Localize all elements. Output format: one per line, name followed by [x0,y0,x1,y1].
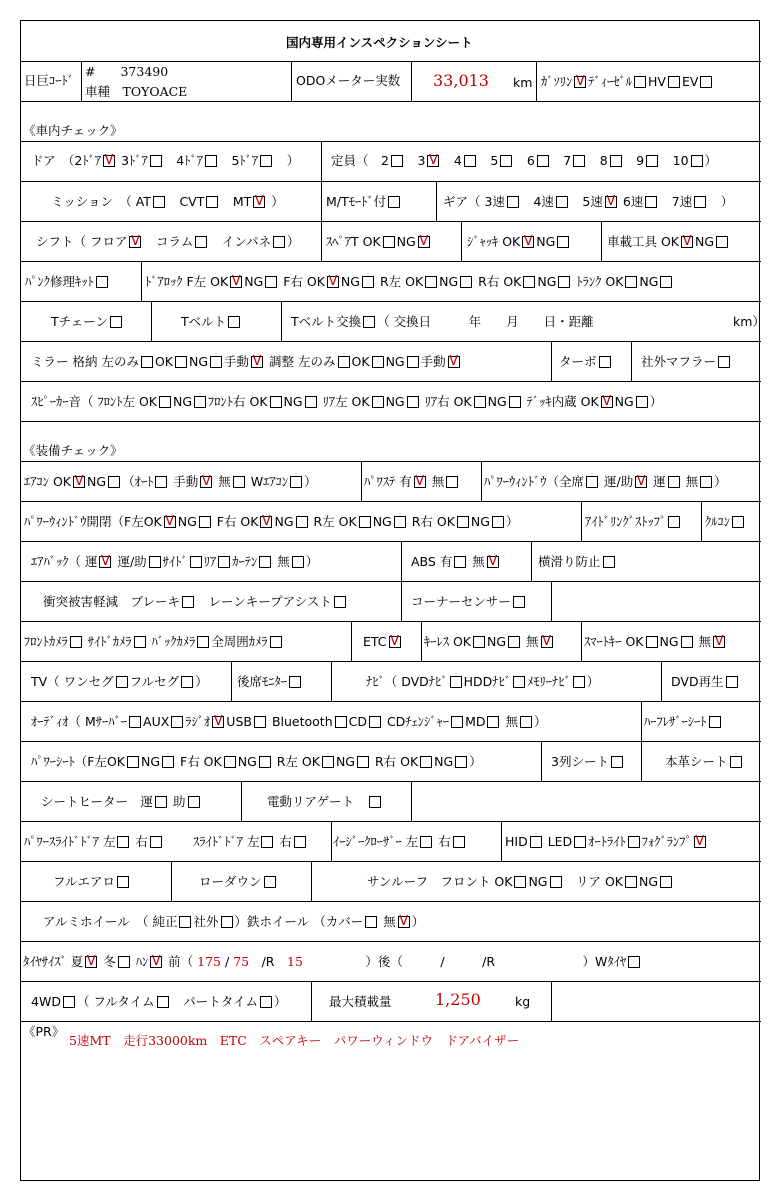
checkbox[interactable] [530,836,542,848]
checkbox[interactable] [700,476,712,488]
checkbox[interactable] [270,636,282,648]
checkbox[interactable] [574,836,586,848]
checkbox-checked[interactable] [251,356,263,368]
checkbox[interactable] [473,636,485,648]
checkbox[interactable] [625,876,637,888]
checkbox[interactable] [420,836,432,848]
checkbox[interactable] [127,756,139,768]
checkbox[interactable] [599,356,611,368]
full-aero: フルエアロ [53,874,131,890]
checkbox-checked[interactable] [212,716,224,728]
checkbox[interactable] [96,276,108,288]
checkbox-checked[interactable] [99,556,111,568]
transmission-options: ミッション （ AT CVT MTV ） [51,194,284,210]
wheels: アルミホイール （ 純正 社外 ）鉄ホイール （カバー 無V ） [43,914,424,930]
checkbox[interactable] [233,476,245,488]
checkbox[interactable] [190,556,202,568]
max-load-value: 1,250 [435,990,481,1009]
checkbox-checked[interactable] [681,236,693,248]
third-row: 3列シート [551,754,625,770]
checkbox[interactable] [660,276,672,288]
abs: ABS 有 無V [411,554,501,570]
checkbox-checked[interactable] [103,155,115,167]
speaker: ｽﾋﾟｰｶｰ音（ ﾌﾛﾝﾄ左 OK NG ﾌﾛﾝﾄ右 OK NG ﾘｱ左 OK NG ﾘｱ右 OK NG ﾃﾞｯｷ内蔵 OKV NG ） [31,394,662,410]
corner-sensor: コーナーセンサー [411,594,527,610]
equipment-section-title: 《装備チェック》 [23,443,123,458]
checkbox[interactable] [290,476,302,488]
checkbox[interactable] [634,76,646,88]
checkbox[interactable] [660,876,672,888]
checkbox[interactable] [254,716,266,728]
checkbox[interactable] [179,916,191,928]
checkbox[interactable] [391,155,403,167]
checkbox[interactable] [636,396,648,408]
checkbox-checked[interactable] [253,196,265,208]
checkbox[interactable] [509,396,521,408]
checkbox[interactable] [199,516,211,528]
checkbox[interactable] [709,716,721,728]
checkbox[interactable] [446,476,458,488]
timing-belt-km: km） [733,314,765,329]
checkbox[interactable] [224,756,236,768]
checkbox[interactable] [365,916,377,928]
checkbox-checked[interactable] [73,476,85,488]
checkbox[interactable] [182,596,194,608]
checkbox[interactable] [221,916,233,928]
interior-section-title: 《車内チェック》 [23,123,123,138]
odo-value: 33,013 [433,71,489,90]
checkbox[interactable] [716,236,728,248]
muffler: 社外マフラー [641,354,732,370]
slide-door: ｽﾗｲﾄﾞﾄﾞｱ 左 右 [193,834,308,850]
checkbox[interactable] [195,236,207,248]
checkbox-checked[interactable] [713,636,725,648]
checkbox[interactable] [116,676,128,688]
checkbox[interactable] [668,516,680,528]
checkbox[interactable] [117,836,129,848]
checkbox-checked[interactable] [448,356,460,368]
lowdown: ローダウン [199,874,278,890]
collision-mitigation: 衝突被害軽減 ブレーキ レーンキープアシスト [43,594,348,610]
checkbox[interactable] [407,396,419,408]
checkbox[interactable] [603,556,615,568]
checkbox[interactable] [265,276,277,288]
checkbox[interactable] [691,155,703,167]
checkbox[interactable] [338,356,350,368]
checkbox[interactable] [108,476,120,488]
checkbox-checked[interactable] [605,196,617,208]
checkbox[interactable] [556,196,568,208]
half-leather: ﾊｰﾌﾚｻﾞｰｼｰﾄ [644,714,723,730]
sheet-title: 国内専用インスペクションシート [286,35,473,50]
checkbox[interactable] [460,276,472,288]
checkbox-checked[interactable] [150,956,162,968]
checkbox[interactable] [118,956,130,968]
checkbox-checked[interactable] [85,956,97,968]
checkbox[interactable] [645,196,657,208]
checkbox[interactable] [388,196,400,208]
checkbox[interactable] [474,396,486,408]
checkbox[interactable] [550,876,562,888]
power-steering: ﾊﾟﾜｽﾃ 有V 無 [364,474,460,490]
checkbox-checked[interactable] [260,516,272,528]
odo-label: ODOメーター実数 [296,73,401,88]
mt-mode: M/Tﾓｰﾄﾞ付 [326,194,402,210]
easy-closer: ｲｰｼﾞｰｸﾛｰｻﾞｰ 左 右 [333,834,467,850]
checkbox[interactable] [681,636,693,648]
timing-belt-replace: Tベルト交換 （ 交換日 年 月 日・距離 [291,314,594,329]
lights: HID LED ｵｰﾄﾗｲﾄ ﾌｫｸﾞﾗﾝﾌﾟV [505,834,708,850]
power-tailgate: 電動リアゲート [267,794,383,810]
checkbox[interactable] [259,556,271,568]
checkbox-checked[interactable] [427,155,439,167]
checkbox[interactable] [732,516,744,528]
checkbox[interactable] [586,476,598,488]
timing-belt: Tベルト [181,314,242,330]
checkbox[interactable] [523,276,535,288]
checkbox[interactable] [259,756,271,768]
checkbox[interactable] [149,556,161,568]
checkbox[interactable] [294,836,306,848]
checkbox-checked[interactable] [398,916,410,928]
cruise-control: ｸﾙｺﾝ [705,514,746,530]
max-load-label: 最大積載量 [329,994,392,1009]
checkbox[interactable] [420,756,432,768]
aircon: ｴｱｺﾝ OKV NG （ｵｰﾄ 手動V 無 Wｴｱｺﾝ ） [24,474,317,490]
checkbox[interactable] [558,276,570,288]
checkbox[interactable] [218,556,230,568]
checkbox[interactable] [261,836,273,848]
idling-stop: ｱｲﾄﾞﾘﾝｸﾞｽﾄｯﾌﾟ [585,514,682,530]
checkbox[interactable] [305,396,317,408]
checkbox[interactable] [454,556,466,568]
checkbox[interactable] [205,155,217,167]
power-window-operation: ﾊﾟﾜｰｳｨﾝﾄﾞｳ開閉（F左OKV NG F右 OKV NG R左 OK NG R右 OK NG ） [24,514,518,530]
checkbox[interactable] [668,476,680,488]
checkbox-checked[interactable] [200,476,212,488]
checkbox[interactable] [292,556,304,568]
checkbox[interactable] [181,676,193,688]
checkbox-checked[interactable] [230,276,242,288]
checkbox[interactable] [260,155,272,167]
tools: 車載工具 OKV NG [607,234,730,250]
checkbox[interactable] [63,996,75,1008]
smart-key: ｽﾏｰﾄｷｰ OK NG 無V [584,634,727,650]
checkbox[interactable] [694,196,706,208]
checkbox[interactable] [335,716,347,728]
checkbox-checked[interactable] [541,636,553,648]
checkbox[interactable] [334,596,346,608]
vehicle-number: # 373490 [85,64,169,79]
power-slide-door: ﾊﾟﾜｰｽﾗｲﾄﾞﾄﾞｱ 左 右 [24,834,164,850]
vehicle-model: 車種 TOYOACE [85,84,188,99]
checkbox[interactable] [159,396,171,408]
checkbox[interactable] [455,756,467,768]
gear-options: ギア（ 3速 4速 5速V 6速 7速 ） [443,194,733,210]
turbo: ターボ [559,354,613,370]
door-options: ドア （2ﾄﾞｱV 3ﾄﾞｱ 4ﾄﾞｱ 5ﾄﾞｱ ） [31,153,299,169]
checkbox[interactable] [270,396,282,408]
checkbox[interactable] [611,756,623,768]
checkbox[interactable] [273,236,285,248]
checkbox-checked[interactable] [635,476,647,488]
checkbox[interactable] [197,636,209,648]
checkbox-checked[interactable] [164,516,176,528]
checkbox-checked[interactable] [389,636,401,648]
checkbox[interactable] [155,476,167,488]
checkbox[interactable] [117,876,129,888]
checkbox[interactable] [646,155,658,167]
checkbox[interactable] [210,356,222,368]
checkbox[interactable] [228,316,240,328]
checkbox[interactable] [726,676,738,688]
checkbox-checked[interactable] [574,76,586,88]
checkbox[interactable] [372,356,384,368]
checkbox[interactable] [513,596,525,608]
checkbox[interactable] [141,356,153,368]
checkbox[interactable] [260,996,272,1008]
power-window: ﾊﾟﾜｰｳｨﾝﾄﾞｳ（全席 運/助V 運 無 ） [484,474,727,490]
four-wheel-drive: 4WD （ フルタイム パートタイム ） [31,994,287,1009]
checkbox[interactable] [296,516,308,528]
timing-chain: Tチェーン [51,314,124,330]
airbag: ｴｱﾊﾞｯｸ（ 運V 運/助 ｻｲﾄﾞ ﾘｱ ｶｰﾃﾝ 無 ） [31,554,318,570]
checkbox[interactable] [508,636,520,648]
checkbox[interactable] [175,356,187,368]
etc: ETCV [363,634,403,650]
odo-unit: km [513,75,533,90]
checkbox[interactable] [625,276,637,288]
spare-tire: ｽﾍﾟｱT OK NGV [326,234,432,250]
code-label: 日巨ｺｰﾄﾞ [24,73,75,88]
checkbox[interactable] [464,155,476,167]
checkbox[interactable] [322,756,334,768]
checkbox[interactable] [155,796,167,808]
checkbox[interactable] [557,236,569,248]
checkbox[interactable] [150,836,162,848]
checkbox[interactable] [730,756,742,768]
checkbox-checked[interactable] [522,236,534,248]
checkbox[interactable] [628,956,640,968]
checkbox[interactable] [628,836,640,848]
checkbox[interactable] [453,836,465,848]
checkbox[interactable] [407,356,419,368]
checkbox-checked[interactable] [129,236,141,248]
checkbox[interactable] [646,636,658,648]
checkbox[interactable] [369,716,381,728]
checkbox-checked[interactable] [414,476,426,488]
checkbox[interactable] [451,716,463,728]
checkbox[interactable] [129,716,141,728]
checkbox[interactable] [153,196,165,208]
checkbox[interactable] [150,155,162,167]
checkbox[interactable] [363,316,375,328]
navigation: ﾅﾋﾞ（ DVDﾅﾋﾞ HDDﾅﾋﾞ ﾒﾓﾘｰﾅﾋﾞ ） [366,674,600,689]
checkbox[interactable] [157,996,169,1008]
checkbox[interactable] [369,796,381,808]
keyless: ｷｰﾚｽ OK NG 無V [424,634,555,650]
tire-size: ﾀｲﾔｻｲｽﾞ 夏V 冬 ﾊﾝV 前（ 175 / 75 /R 15 ）後（ / /R ）Wﾀｲﾔ [23,954,642,970]
checkbox[interactable] [520,716,532,728]
shift-options: シフト（ フロアV コラム インパネ ） [36,234,300,250]
checkbox[interactable] [362,276,374,288]
mirror: ミラー 格納 左のみ OK NG 手動V 調整 左のみ OK NG 手動V [31,354,462,370]
checkbox[interactable] [718,356,730,368]
checkbox-checked[interactable] [694,836,706,848]
checkbox[interactable] [372,396,384,408]
checkbox[interactable] [610,155,622,167]
checkbox[interactable] [289,676,301,688]
checkbox[interactable] [110,316,122,328]
checkbox[interactable] [70,636,82,648]
door-lock: ﾄﾞｱﾛｯｸ F左 OKV NG F右 OKV NG R左 OK NG R右 OK NG ﾄﾗﾝｸ OK NG [145,274,674,290]
checkbox[interactable] [359,516,371,528]
inspection-sheet [20,20,765,1181]
stability-control: 横滑り防止 [538,554,617,570]
checkbox[interactable] [573,676,585,688]
leather-seat: 本革シート [665,754,744,770]
fuel-options: ｶﾞｿﾘﾝV ﾃﾞｨｰｾﾞﾙ HV EV [541,74,714,90]
checkbox[interactable] [206,196,218,208]
checkbox[interactable] [500,155,512,167]
checkbox[interactable] [507,196,519,208]
checkbox-checked[interactable] [327,276,339,288]
seat-heater: シートヒーター 運 助 [41,794,202,810]
capacity-options: 定員（ 2 3V 4 5 6 7 8 9 10 ） [331,153,717,169]
checkbox[interactable] [513,676,525,688]
checkbox[interactable] [492,516,504,528]
checkbox[interactable] [487,716,499,728]
pr-label: 《PR》 [23,1024,65,1039]
audio: ｵｰﾃﾞｨｵ（ Mｻｰﾊﾞｰ AUX ﾗｼﾞｵV USB Bluetooth CD CDﾁｪﾝｼﾞｬｰ MD 無 ） [31,714,546,730]
dvd-playback: DVD再生 [671,674,740,690]
cameras: ﾌﾛﾝﾄｶﾒﾗ ｻｲﾄﾞｶﾒﾗ ﾊﾞｯｸｶﾒﾗ 全周囲ｶﾒﾗ [24,634,284,650]
checkbox[interactable] [514,876,526,888]
checkbox[interactable] [134,636,146,648]
checkbox[interactable] [357,756,369,768]
checkbox[interactable] [668,76,680,88]
puncture-kit: ﾊﾟﾝｸ修理ｷｯﾄ [25,274,110,290]
checkbox[interactable] [188,796,200,808]
checkbox[interactable] [171,716,183,728]
max-load-unit: kg [515,994,531,1009]
checkbox-checked[interactable] [418,236,430,248]
rear-monitor: 後席ﾓﾆﾀｰ [237,674,303,690]
checkbox[interactable] [425,276,437,288]
checkbox[interactable] [194,396,206,408]
checkbox[interactable] [264,876,276,888]
checkbox[interactable] [394,516,406,528]
checkbox[interactable] [537,155,549,167]
checkbox[interactable] [457,516,469,528]
checkbox[interactable] [450,676,462,688]
checkbox[interactable] [700,76,712,88]
checkbox[interactable] [162,756,174,768]
checkbox[interactable] [573,155,585,167]
jack: ｼﾞｬｯｷ OKV NG [467,234,571,250]
checkbox-checked[interactable] [487,556,499,568]
tv: TV（ ワンセグ フルセグ ） [31,674,208,689]
pr-text: 5速MT 走行33000km ETC スペアキー パワーウィンドウ ドアバイザー [69,1033,520,1048]
checkbox[interactable] [383,236,395,248]
sunroof: サンルーフ フロント OK NG リア OK NG [367,874,674,890]
power-seat: ﾊﾟﾜｰｼｰﾄ（F左OK NG F右 OK NG R左 OK NG R右 OK NG ） [31,754,482,769]
checkbox-checked[interactable] [601,396,613,408]
